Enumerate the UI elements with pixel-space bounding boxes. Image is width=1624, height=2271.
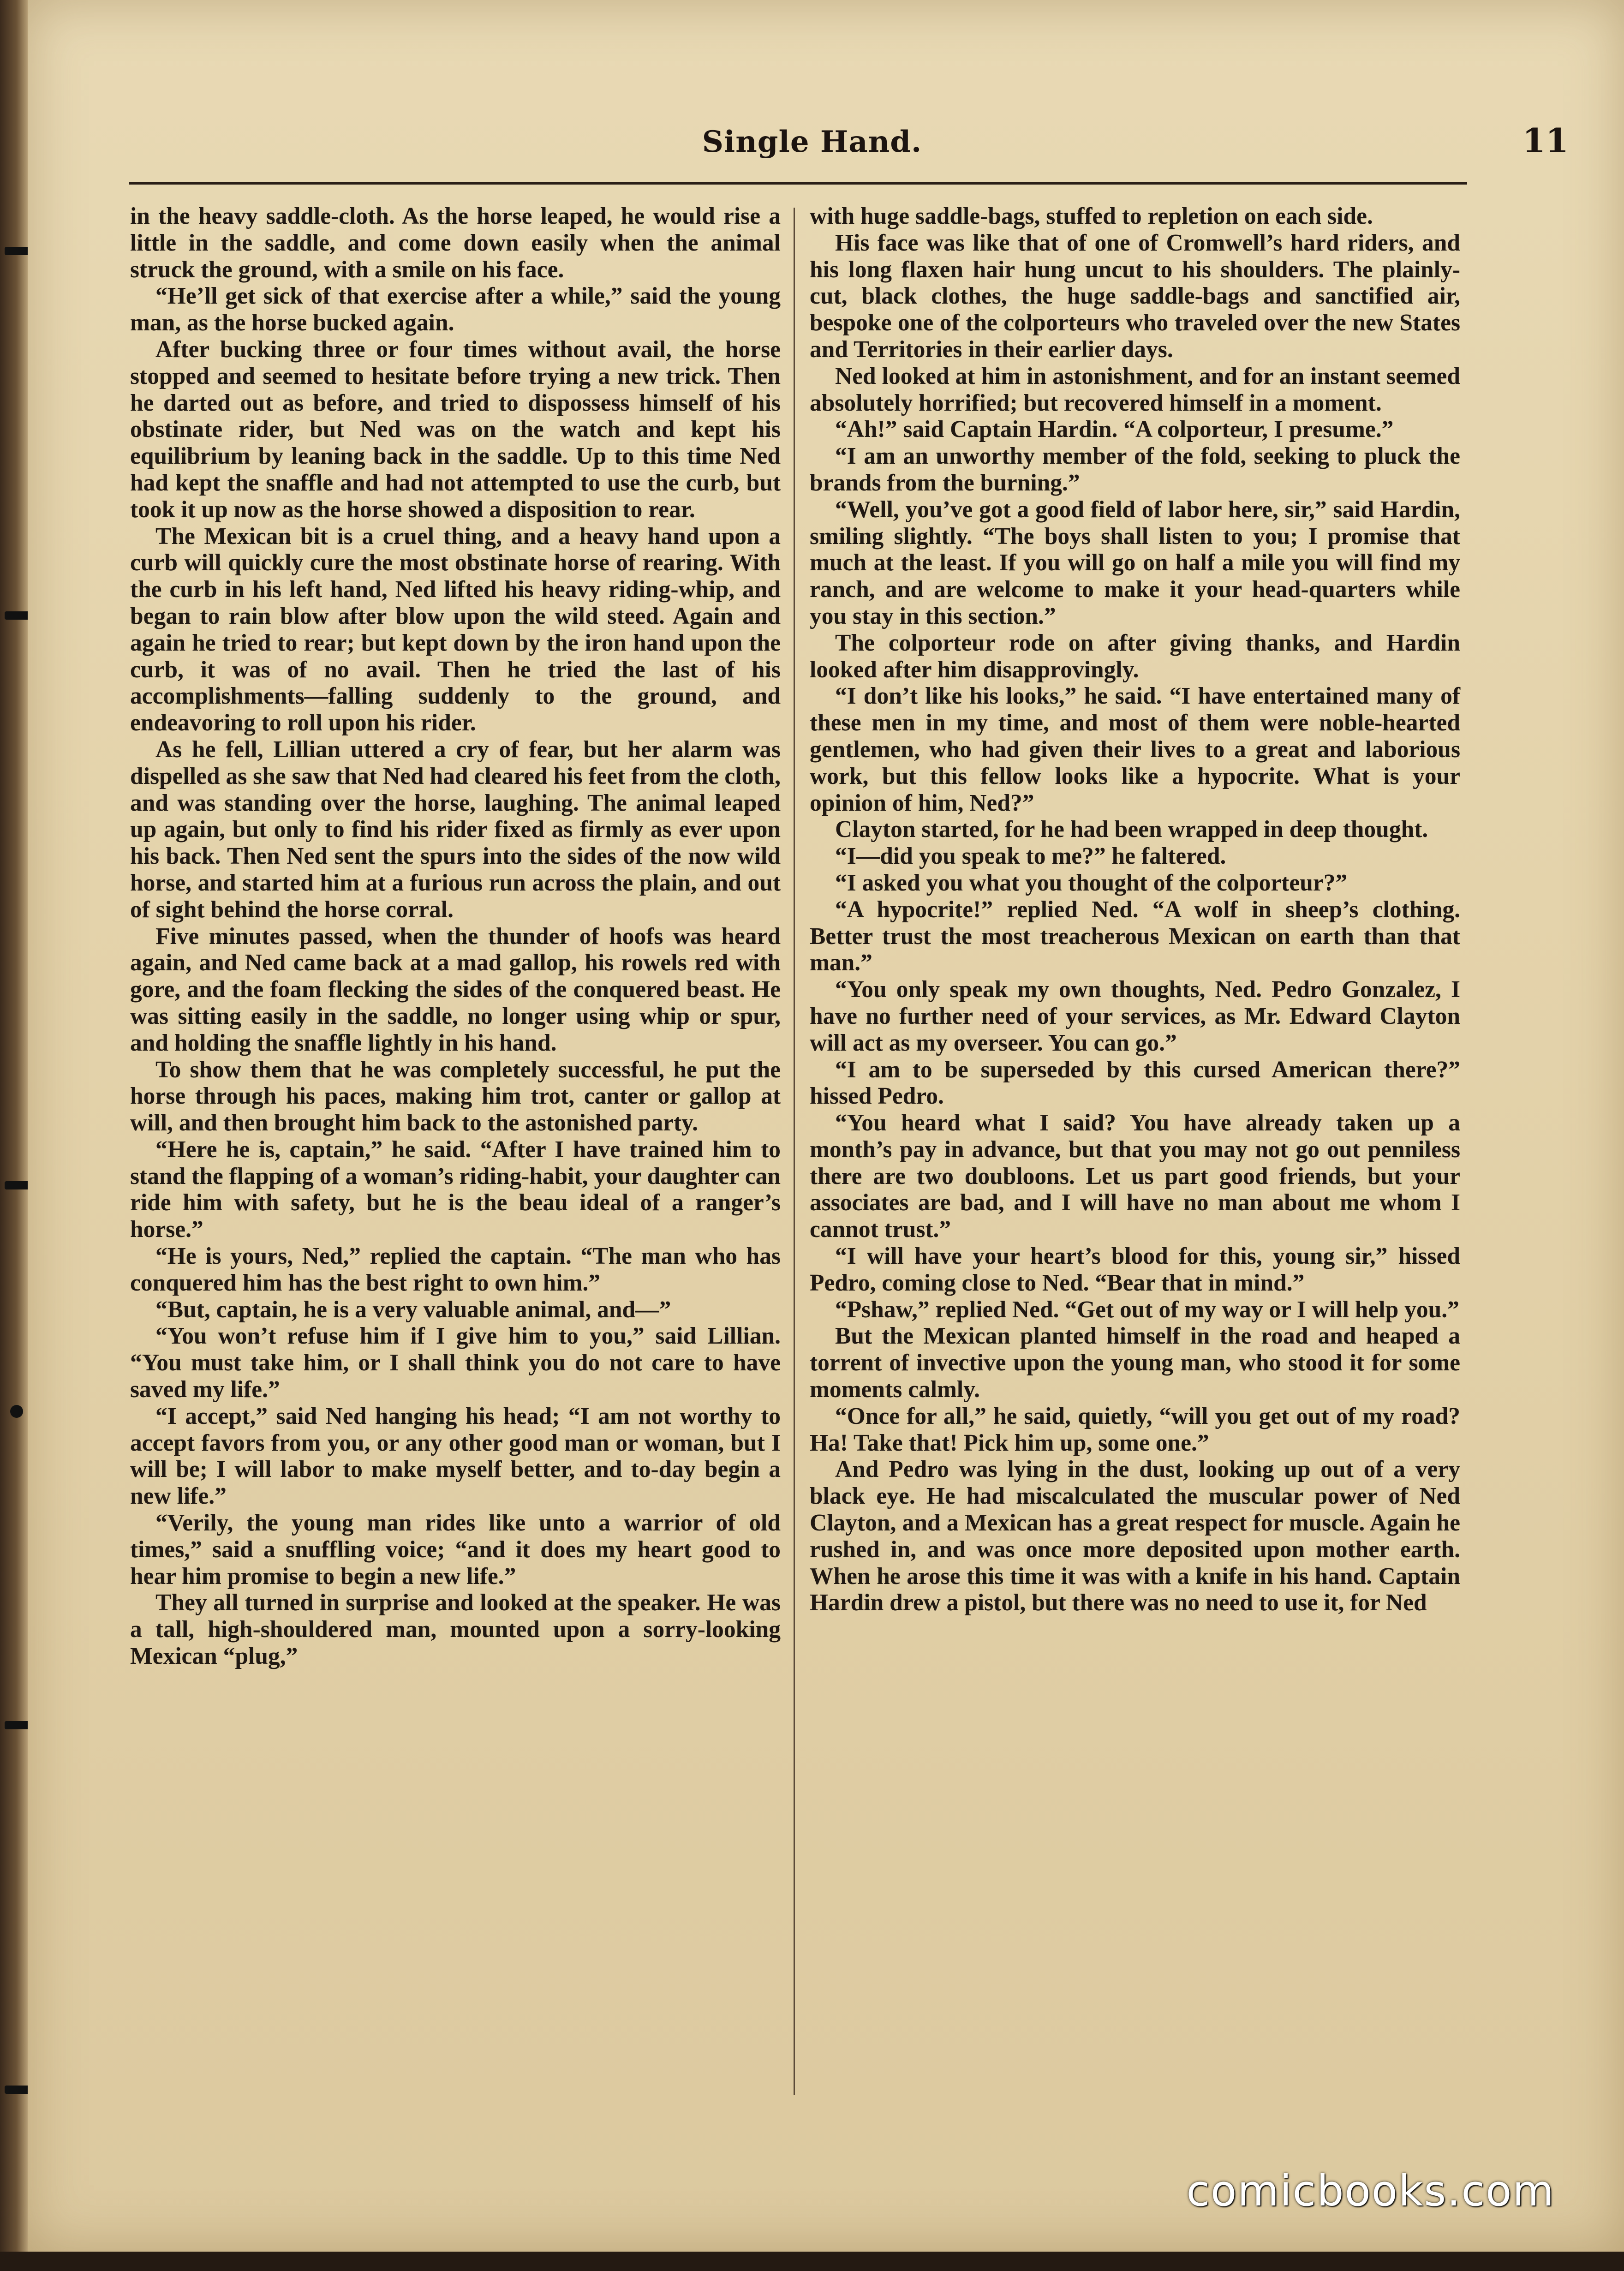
paragraph: His face was like that of one of Cromwell’s hard riders, and his long flaxen hair hung uncut to his shoulders. The plainly-cut, black clothes, the huge saddle-bags and sanctified air, bespoke one of the colporteurs who traveled over the new States and Territories in their earlier days. <box>810 229 1460 363</box>
paragraph: “But, captain, he is a very valuable animal, and—” <box>155 1296 671 1323</box>
paragraph: “Pshaw,” replied Ned. “Get out of my way or I will help you.” <box>835 1296 1459 1323</box>
paragraph: “I accept,” said Ned hanging his head; “I am not worthy to accept favors from you, or any other good man or woman, but I will be; I will labor to make myself better, and to-day begin a new life.” <box>130 1403 781 1510</box>
paragraph: “You only speak my own thoughts, Ned. Pedro Gonzalez, I have no further need of your services, as Mr. Edward Clayton will act as my overseer. You can go.” <box>810 976 1460 1056</box>
paragraph: Ned looked at him in astonishment, and for an instant seemed absolutely horrified; but recovered himself in a moment. <box>810 363 1460 416</box>
paragraph: To show them that he was completely successful, he put the horse through his paces, making him trot, canter or gallop at will, and then brought him back to the astonished party. <box>130 1056 781 1136</box>
paragraph: “You heard what I said? You have already taken up a month’s pay in advance, but that you may not go out penniless there are two doubloons. Let us part good friends, but your associates are bad, and I will have no man about me whom I cannot trust.” <box>810 1110 1460 1243</box>
page-bottom-edge <box>0 2252 1624 2271</box>
paragraph: “Verily, the young man rides like unto a warrior of old times,” said a snuffling voice; “and it does my heart good to hear him promise to begin a new life.” <box>130 1510 781 1590</box>
paragraph: “Once for all,” he said, quietly, “will you get out of my road? Ha! Take that! Pick him up, some one.” <box>810 1403 1460 1456</box>
running-head-title: Single Hand. <box>702 125 922 159</box>
left-column <box>130 203 781 1670</box>
paragraph: with huge saddle-bags, stuffed to repletion on each side. <box>810 203 1373 229</box>
paragraph: “Here he is, captain,” he said. “After I have trained him to stand the flapping of a woman’s riding-habit, your daughter can ride him with safety, but he is the beau ideal of a ranger’s horse.” <box>130 1136 781 1243</box>
binding-hole <box>10 1405 23 1418</box>
paragraph: Five minutes passed, when the thunder of hoofs was heard again, and Ned came back at a mad gallop, his rowels red with gore, and the foam flecking the sides of the conquered beast. He was sitting easily in the saddle, no longer using whip or spur, and holding the snaffle lightly in his hand. <box>130 923 781 1056</box>
paragraph: “I don’t like his looks,” he said. “I have entertained many of these men in my time, and most of them were noble-hearted gentlemen, who had given their lives to a great and laborious work, but this fellow looks like a hypocrite. What is your opinion of him, Ned?” <box>810 683 1460 816</box>
paragraph: “I—did you speak to me?” he faltered. <box>835 843 1226 870</box>
column-divider <box>794 208 795 2095</box>
paragraph: The colporteur rode on after giving thanks, and Hardin looked after him disapprovingly. <box>810 629 1460 683</box>
paragraph: Clayton started, for he had been wrapped in deep thought. <box>835 816 1428 843</box>
paragraph: But the Mexican planted himself in the road and heaped a torrent of invective upon the young man, who stood it for some moments calmly. <box>810 1323 1460 1403</box>
binding-edge <box>0 0 28 2271</box>
header-rule <box>129 182 1467 185</box>
paragraph: “He’ll get sick of that exercise after a while,” said the young man, as the horse bucked again. <box>130 283 781 336</box>
paragraph: And Pedro was lying in the dust, looking up out of a very black eye. He had miscalculated the muscular power of Ned Clayton, and a Mexican has a great respect for muscle. Again he rushed in, and was once more deposited upon mother earth. When he arose this time it was with a knife in his hand. Captain Hardin drew a pistol, but there was no need to use it, for Ned <box>810 1456 1460 1616</box>
paragraph: “I am an unworthy member of the fold, seeking to pluck the brands from the burning.” <box>810 443 1460 496</box>
paragraph: “He is yours, Ned,” replied the captain. “The man who has conquered him has the best right to own him.” <box>130 1243 781 1296</box>
paragraph: in the heavy saddle-cloth. As the horse leaped, he would rise a little in the saddle, and come down easily when the animal struck the ground, with a smile on his face. <box>130 203 781 283</box>
paragraph: After bucking three or four times without avail, the horse stopped and seemed to hesitate before trying a new trick. Then he darted out as before, and tried to dispossess himself of his obstinate rider, but Ned was on the watch and kept his equilibrium by leaning back in the saddle. Up to this time Ned had kept the snaffle and had not attempted to use the curb, but took it up now as the horse showed a disposition to rear. <box>130 336 781 523</box>
paragraph: “Well, you’ve got a good field of labor here, sir,” said Hardin, smiling slightly. “The boys shall listen to you; I promise that much at the least. If you will go on half a mile you will find my ranch, and are welcome to make it your head-quarters while you stay in this section.” <box>810 496 1460 629</box>
paragraph: As he fell, Lillian uttered a cry of fear, but her alarm was dispelled as she saw that Ned had cleared his feet from the cloth, and was standing over the horse, laughing. The animal leaped up again, but only to find his rider fixed as firmly as ever upon his back. Then Ned sent the spurs into the sides of the now wild horse, and started him at a furious run across the plain, and out of sight behind the horse corral. <box>130 736 781 923</box>
paragraph: “I asked you what you thought of the colporteur?” <box>835 869 1348 896</box>
paragraph: They all turned in surprise and looked at the speaker. He was a tall, high-shouldered man, mounted upon a sorry-looking Mexican “plug,” <box>130 1590 781 1670</box>
paragraph: “You won’t refuse him if I give him to you,” said Lillian. “You must take him, or I shall think you do not care to have saved my life.” <box>130 1323 781 1403</box>
paragraph: “A hypocrite!” replied Ned. “A wolf in sheep’s clothing. Better trust the most treacherous Mexican on earth than that man.” <box>810 896 1460 976</box>
paragraph: “I will have your heart’s blood for this, young sir,” hissed Pedro, coming close to Ned. “Bear that in mind.” <box>810 1243 1460 1296</box>
paragraph: “Ah!” said Captain Hardin. “A colporteur, I presume.” <box>835 416 1394 443</box>
paragraph: The Mexican bit is a cruel thing, and a heavy hand upon a curb will quickly cure the most obstinate horse of rearing. With the curb in his left hand, Ned lifted his heavy riding-whip, and began to rain blow after blow upon the wild steed. Again and again he tried to rear; but kept down by the iron hand upon the curb, it was of no avail. Then he tried the last of his accomplishments—falling suddenly to the ground, and endeavoring to roll upon his rider. <box>130 523 781 736</box>
paragraph: “I am to be superseded by this cursed American there?” hissed Pedro. <box>810 1056 1460 1110</box>
right-column <box>810 203 1460 1616</box>
page-number: 11 <box>1522 121 1569 160</box>
watermark-text: comicbooks.com <box>1186 2166 1555 2216</box>
